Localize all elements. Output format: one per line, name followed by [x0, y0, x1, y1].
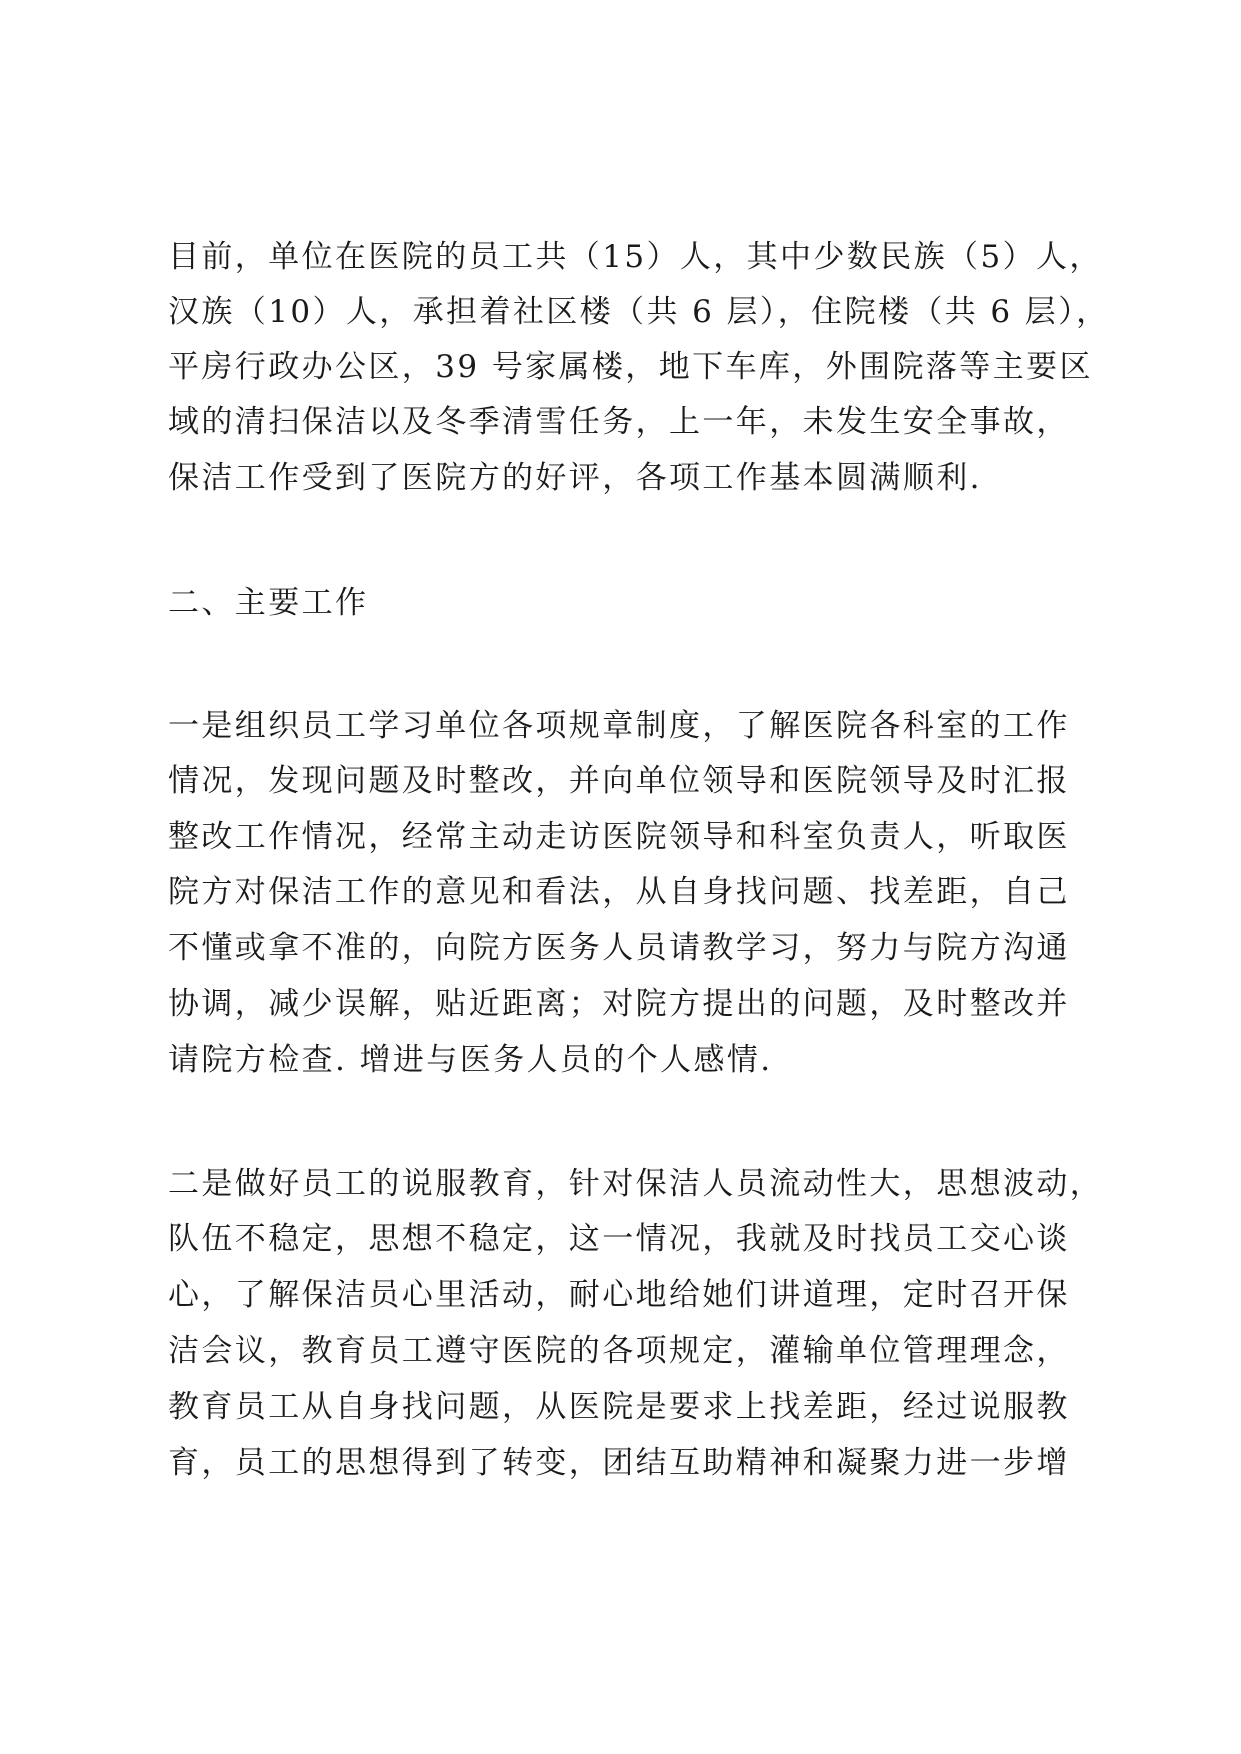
- text-line: 情况，发现问题及时整改，并向单位领导和医院领导及时汇报: [168, 763, 1070, 799]
- text-line: 请院方检查. 增进与医务人员的个人感情.: [168, 1042, 773, 1078]
- text-line: 一是组织员工学习单位各项规章制度，了解医院各科室的工作: [168, 708, 1070, 744]
- text-line: 保洁工作受到了医院方的好评，各项工作基本圆满顺利.: [168, 460, 982, 496]
- text-line: 整改工作情况，经常主动走访医院领导和科室负责人，听取医: [168, 819, 1070, 855]
- text-line: 队伍不稳定，思想不稳定，这一情况，我就及时找员工交心谈: [168, 1221, 1070, 1257]
- text-line: 院方对保洁工作的意见和看法，从自身找问题、找差距，自己: [168, 874, 1070, 910]
- text-line: 教育员工从自身找问题，从医院是要求上找差距，经过说服教: [168, 1389, 1070, 1425]
- text-line: 二是做好员工的说服教育，针对保洁人员流动性大，思想波动，: [168, 1166, 1104, 1202]
- text-line: 洁会议，教育员工遵守医院的各项规定，灌输单位管理理念，: [168, 1333, 1070, 1369]
- text-line: 协调，减少误解，贴近距离；对院方提出的问题，及时整改并: [168, 986, 1070, 1022]
- text-line: 平房行政办公区，39 号家属楼，地下车库，外围院落等主要区: [168, 349, 1093, 385]
- text-line: 汉族（10）人，承担着社区楼（共 6 层），住院楼（共 6 层），: [168, 294, 1110, 330]
- text-line: 心，了解保洁员心里活动，耐心地给她们讲道理，定时召开保: [168, 1277, 1070, 1313]
- text-line: 域的清扫保洁以及冬季清雪任务，上一年，未发生安全事故，: [168, 404, 1070, 440]
- section-heading: 二、主要工作: [168, 585, 369, 621]
- text-line: 不懂或拿不准的，向院方医务人员请教学习，努力与院方沟通: [168, 930, 1070, 966]
- text-line: 目前，单位在医院的员工共（15）人，其中少数民族（5）人，: [168, 239, 1103, 275]
- text-line: 育，员工的思想得到了转变，团结互助精神和凝聚力进一步增: [168, 1445, 1070, 1481]
